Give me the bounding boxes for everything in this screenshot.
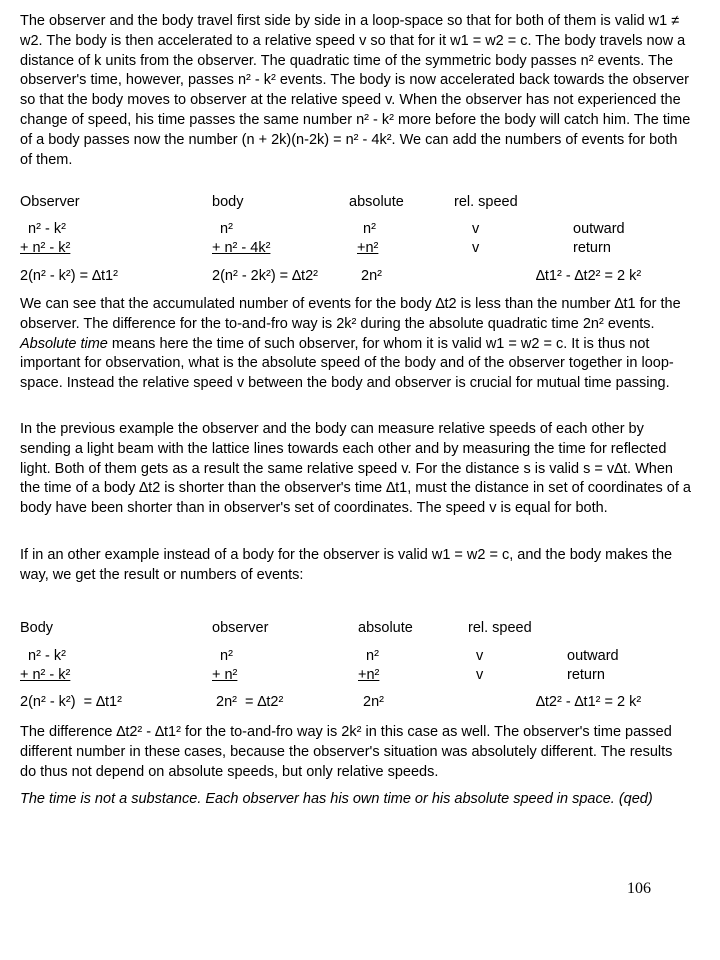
page-number: 106 — [627, 880, 651, 897]
table1-header-observer: Observer — [20, 194, 80, 210]
table1-cell: + n² - k² — [20, 240, 71, 256]
table1-cell: +n² — [357, 240, 379, 256]
table2-row-outward — [0, 646, 720, 666]
table1-header-body: body — [212, 194, 244, 210]
table2-cell: +n² — [358, 667, 380, 683]
table1-row-outward — [0, 219, 720, 239]
table1-cell: outward — [573, 221, 625, 237]
table2-cell: n² - k² — [20, 648, 66, 664]
table2-header-absolute: absolute — [358, 620, 413, 636]
table1-sum-observer: 2(n² - k²) = ∆t1² — [20, 268, 118, 284]
table1-cell: v — [472, 240, 480, 256]
table1-cell: v — [472, 221, 480, 237]
table2-cell: v — [476, 648, 484, 664]
table1-cell: n² — [355, 221, 376, 237]
table1-cell: n² - k² — [20, 221, 66, 237]
table1-cell: n² — [212, 221, 233, 237]
table1-sum-body: 2(n² - 2k²) = ∆t2² — [212, 268, 318, 284]
paragraph-text: We can see that the accumulated number of events for the body ∆t2 is less than the number ∆t1 for the observer. The difference for the to-and-fro way is 2k² during the absolute quadratic time 2n² events. — [20, 296, 681, 332]
paragraph-difference: The difference ∆t2² - ∆t1² for the to-and-fro way is 2k² in this case as well. The observer's time passed different number in these cases, because the observer's situation was absolutely different. The results do thus not depend on absolute speeds, but only relative speeds. — [20, 724, 673, 780]
table2-header-observer: observer — [212, 620, 269, 636]
table2-cell: v — [476, 667, 484, 683]
table2-header-row — [0, 618, 720, 638]
absolute-time-term: Absolute time — [20, 335, 108, 352]
table1-header-rel-speed: rel. speed — [454, 194, 518, 210]
table2-sum-row — [0, 692, 720, 712]
table2-row-return — [0, 665, 720, 685]
table1-cell: + n² - 4k² — [212, 240, 271, 256]
table1-sum-row — [0, 266, 720, 286]
table2-cell: return — [567, 667, 605, 683]
paragraph-other-example: If in an other example instead of a body for the observer is valid w1 = w2 = c, and the body makes the way, we get the result or numbers of events: — [20, 547, 673, 583]
table2-cell: n² — [358, 648, 379, 664]
paragraph-accumulated-events — [20, 295, 692, 394]
table2-header-rel-speed: rel. speed — [468, 620, 532, 636]
table1-row-return — [0, 238, 720, 258]
table2-cell: + n² — [212, 667, 238, 683]
table2-cell: + n² - k² — [20, 667, 71, 683]
paragraph-conclusion: The time is not a substance. Each observer has his own time or his absolute speed in space. (qed) — [20, 791, 653, 807]
paragraph-intro: The observer and the body travel first side by side in a loop-space so that for both of them is valid w1 ≠ w2. The body is then accelerated to a relative speed v so that for it w1 = w2 = c. The body travels now a distance of k units from the observer. The quadratic time of the symmetric body passes n² events. The observer's time, however, passes n² - k² events. The body is now accelerated back towards the observer so that the body moves to observer at the relative speed v. When the observer has not experienced the change of speed, his time passes the same number n² - k² more before the body will catch him. The time of a body passes now the number (n + 2k)(n-2k) = n² - 4k². We can add the numbers of events for both of them. — [20, 13, 691, 168]
table2-sum-body: 2(n² - k²) = ∆t1² — [20, 694, 122, 710]
table2-sum-observer: 2n² = ∆t2² — [216, 694, 284, 710]
table2-sum-difference: ∆t2² - ∆t1² = 2 k² — [536, 694, 642, 710]
table2-cell: outward — [567, 648, 619, 664]
table1-sum-absolute: 2n² — [361, 268, 382, 284]
paragraph-previous-example: In the previous example the observer and the body can measure relative speeds of each other by sending a light beam with the lattice lines towards each other and by measuring the time for reflected light. Both of them gets as a result the same relative speed v. For the distance s is valid s = v∆t. When the time of a body ∆t2 is shorter than the observer's time ∆t1, must the distance in set of coordinates of a body have been shorter than in observer's set of coordinates. The speed v is equal for both. — [20, 421, 691, 517]
table2-cell: n² — [212, 648, 233, 664]
table2-header-body: Body — [20, 620, 54, 636]
table1-header-row — [0, 192, 720, 212]
paragraph-text: means here the time of such observer, for whom it is valid w1 = w2 = c. It is thus not important for observation, what is the absolute speed of the body and of the observer together in loop-space. Instead the relative speed v between the body and observer is crucial for mutual time passing. — [20, 335, 674, 392]
table1-header-absolute: absolute — [349, 194, 404, 210]
table2-sum-absolute: 2n² — [363, 694, 384, 710]
table1-cell: return — [573, 240, 611, 256]
table1-sum-difference: ∆t1² - ∆t2² = 2 k² — [536, 268, 642, 284]
